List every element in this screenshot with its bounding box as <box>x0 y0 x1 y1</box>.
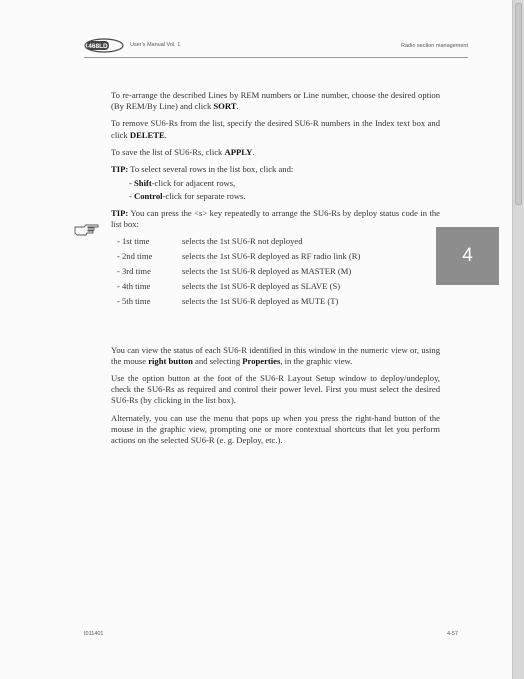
tip-select-list <box>111 177 440 203</box>
spacer <box>111 309 440 345</box>
list-item: - 1st time selects the 1st SU6-R not deployed <box>117 235 303 246</box>
pointing-hand-icon <box>74 222 100 236</box>
list-item: - 2nd time selects the 1st SU6-R deployed as RF radio link (R) <box>117 250 361 261</box>
document-code: I011401 <box>84 631 104 637</box>
paragraph-sort: To re-arrange the described Lines by REM numbers or Line number, choose the desired option (By REM/By Line) and click SORT. <box>111 90 440 112</box>
list-item: - 3rd time selects the 1st SU6-R deployed as MASTER (M) <box>117 265 352 276</box>
header-divider <box>84 57 468 58</box>
section-title: Radio section management <box>401 43 468 49</box>
chapter-tab: 4 <box>436 227 499 285</box>
logo <box>84 38 124 53</box>
list-item: - Control-click for separate rows. <box>129 191 246 202</box>
list-item: - Shift-click for adjacent rows, <box>129 178 236 189</box>
paragraph-delete: To remove SU6-Rs from the list, specify the desired SU6-R numbers in the Index text box and click DELETE. <box>111 118 440 140</box>
tip-status-key: TIP: You can press the <s> key repeatedly to arrange the SU6-Rs by deploy status code in the list box: <box>111 208 440 230</box>
list-item: - 4th time selects the 1st SU6-R deployed as SLAVE (S) <box>117 280 341 291</box>
page-header <box>84 38 468 56</box>
list-item: - 5th time selects the 1st SU6-R deployed as MUTE (T) <box>117 295 339 306</box>
tip-select-rows: TIP: To select several rows in the list box, click and: <box>111 164 294 175</box>
paragraph-apply: To save the list of SU6-Rs, click APPLY. <box>111 146 255 157</box>
scrollbar-thumb[interactable] <box>515 3 522 205</box>
manual-title: User's Manual Vol. 1 <box>130 42 181 48</box>
svg-text:468LD: 468LD <box>88 43 108 50</box>
paragraph-popup-menu: Alternately, you can use the menu that pops up when you press the right-hand button of the mouse in the graphic view, prompting one or more contextual shortcuts that let you perform actions on the selected SU6-R (e. g. Deploy, etc.). <box>111 412 440 446</box>
status-code-list <box>111 234 440 309</box>
paragraph-option-button: Use the option button at the foot of the SU6-R Layout Setup window to deploy/undeploy, check the SU6-Rs as required and control their power level. First you must select the desired SU6-Rs (by clicking in the list box). <box>111 373 440 406</box>
page-content <box>111 90 440 452</box>
page-number: 4-57 <box>447 631 459 637</box>
vertical-scrollbar[interactable] <box>512 0 524 679</box>
paragraph-view-status: You can view the status of each SU6-R identified in this window in the numeric view or, using the mouse right button and selecting Properties, in the graphic view. <box>111 344 440 366</box>
